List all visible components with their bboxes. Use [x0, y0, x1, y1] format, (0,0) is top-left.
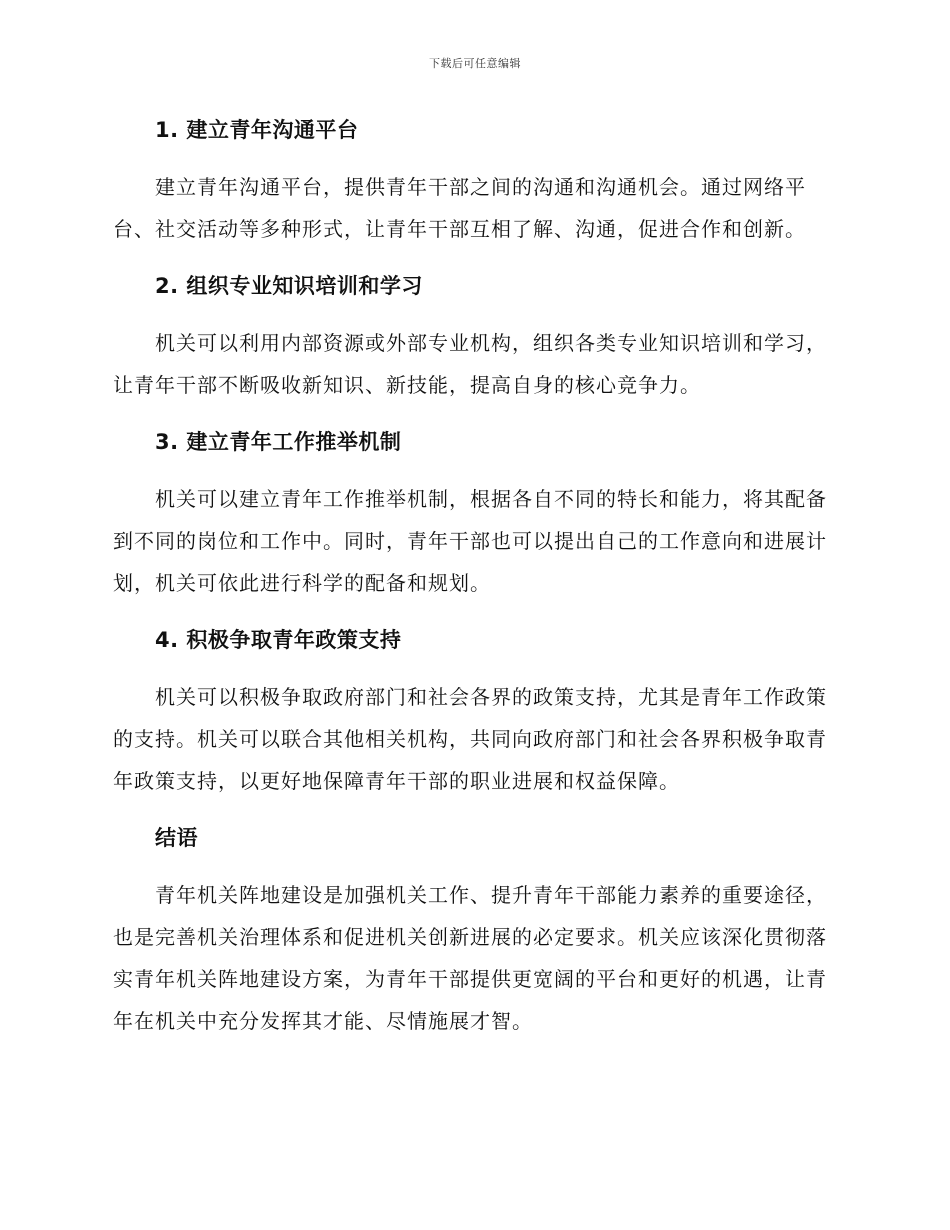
- page-header: 下载后可任意编辑: [429, 57, 521, 70]
- section-paragraph-2: 机关可以利用内部资源或外部专业机构，组织各类专业知识培训和学习，让青年干部不断吸收新知识、新技能，提高自身的核心竞争力。: [113, 331, 827, 397]
- section-heading-4: 4. 积极争取青年政策支持: [155, 628, 402, 652]
- section-heading-2: 2. 组织专业知识培训和学习: [155, 274, 423, 298]
- section-heading-1: 1. 建立青年沟通平台: [155, 118, 359, 142]
- section-paragraph-4: 机关可以积极争取政府部门和社会各界的政策支持，尤其是青年工作政策的支持。机关可以联合其他相关机构，共同向政府部门和社会各界积极争取青年政策支持，以更好地保障青年干部的职业进展和权益保障。: [113, 685, 827, 793]
- section-paragraph-1: 建立青年沟通平台，提供青年干部之间的沟通和沟通机会。通过网络平台、社交活动等多种形式，让青年干部互相了解、沟通，促进合作和创新。: [113, 175, 806, 241]
- conclusion-heading: 结语: [155, 826, 198, 850]
- section-paragraph-3: 机关可以建立青年工作推举机制，根据各自不同的特长和能力，将其配备到不同的岗位和工作中。同时，青年干部也可以提出自己的工作意向和进展计划，机关可依此进行科学的配备和规划。: [113, 487, 827, 595]
- document-body: [113, 110, 833, 1058]
- section-heading-3: 3. 建立青年工作推举机制: [155, 430, 402, 454]
- conclusion-paragraph: 青年机关阵地建设是加强机关工作、提升青年干部能力素养的重要途径，也是完善机关治理体系和促进机关创新进展的必定要求。机关应该深化贯彻落实青年机关阵地建设方案，为青年干部提供更宽阔的平台和更好的机遇，让青年在机关中充分发挥其才能、尽情施展才智。: [113, 883, 827, 1033]
